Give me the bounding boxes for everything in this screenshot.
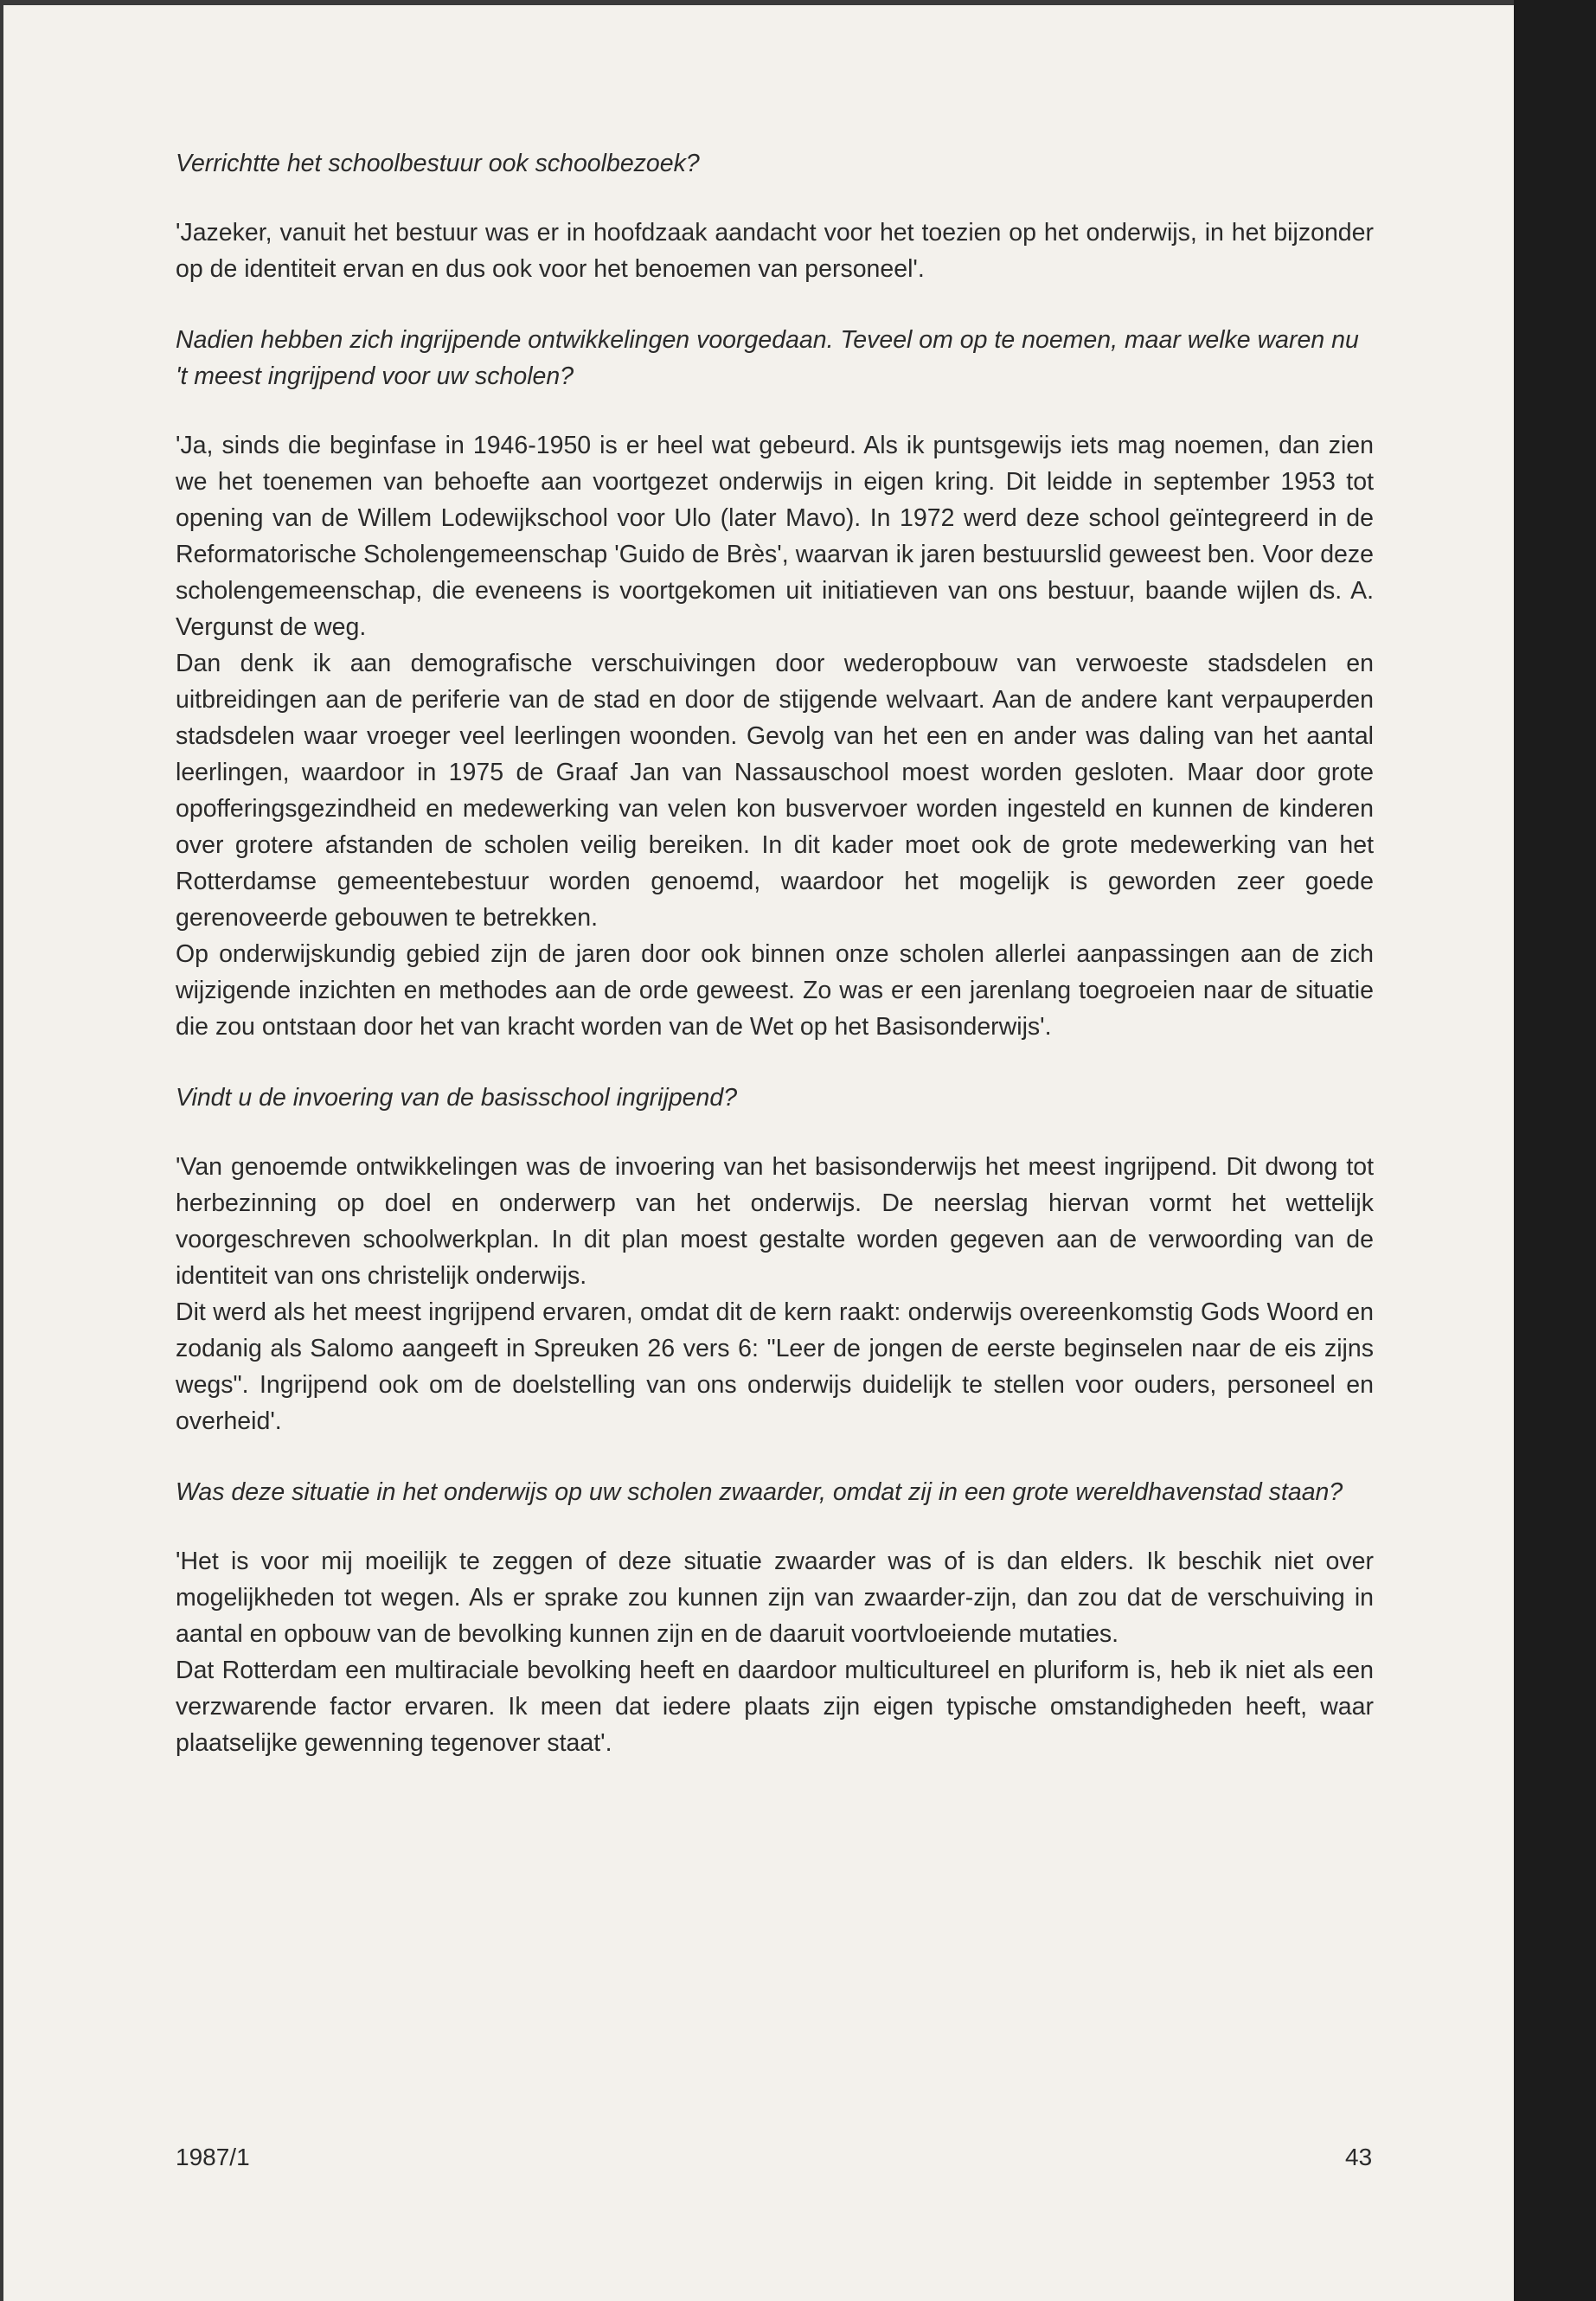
interview-answer bbox=[176, 1543, 1374, 1796]
scan-border-top bbox=[0, 0, 1514, 5]
scan-border-right bbox=[1514, 0, 1596, 2301]
scan-border-left bbox=[0, 0, 3, 2301]
issue-number: 1987/1 bbox=[176, 2144, 250, 2170]
answer-paragraph: 'Ja, sinds die beginfase in 1946-1950 is er heel wat gebeurd. Als ik puntsgewijs iets mag noemen, dan zien we het toenemen van behoefte aan voortgezet onderwijs in eigen kring. Dit leidde in september 1953 tot opening van de Willem Lodewijkschool voor Ulo (later Mavo). In 1972 werd deze school geïntegreerd in de Reformatorische Scholengemeenschap 'Guido de Brès', waarvan ik jaren bestuurslid geweest ben. Voor deze scholengemeenschap, die eveneens is voortgekomen uit initiatieven van ons bestuur, baande wijlen ds. A. Vergunst de weg. bbox=[176, 432, 1374, 641]
answer-paragraph: Dan denk ik aan demografische verschuivingen door wederopbouw van verwoeste stadsdelen en uitbreidingen aan de periferie van de stad en door de stijgende welvaart. Aan de andere kant verpauperden stadsdelen waar vroeger veel leerlingen woonden. Gevolg van het een en ander was daling van het aantal leerlingen, waardoor in 1975 de Graaf Jan van Nassauschool moest worden gesloten. Maar door grote opofferingsgezindheid en medewerking van velen kon busvervoer worden ingesteld en kunnen de kinderen over grotere afstanden de scholen veilig bereiken. In dit kader moet ook de grote medewerking van het Rotterdamse gemeentebestuur worden genoemd, waardoor het mogelijk is geworden zeer goede gerenoveerde gebouwen te betrekken. bbox=[176, 650, 1374, 932]
answer-paragraph: Dat Rotterdam een multiraciale bevolking heeft en daardoor multicultureel en pluriform is, heb ik niet als een verzwarende factor ervaren. Ik meen dat iedere plaats zijn eigen typische omstandigheden heeft, waar plaatselijke gewenning tegenover staat'. bbox=[176, 1657, 1374, 1757]
answer-paragraph: Op onderwijskundig gebied zijn de jaren door ook binnen onze scholen allerlei aanpassingen aan de zich wijzigende inzichten en methodes aan de orde geweest. Zo was er een jarenlang toegroeien naar de situatie die zou ontstaan door het van kracht worden van de Wet op het Basisonderwijs'. bbox=[176, 940, 1374, 1041]
interview-question: Nadien hebben zich ingrijpende ontwikkelingen voorgedaan. Teveel om op te noemen, maar welke waren nu 't meest ingrijpend voor uw scholen? bbox=[176, 326, 1359, 390]
answer-paragraph: Dit werd als het meest ingrijpend ervaren, omdat dit de kern raakt: onderwijs overeenkomstig Gods Woord en zodanig als Salomo aangeeft in Spreuken 26 vers 6: "Leer de jongen de eerste beginselen naar de eis zijns wegs". Ingrijpend ook om de doelstelling van ons onderwijs duidelijk te stellen voor ouders, personeel en overheid'. bbox=[176, 1298, 1374, 1435]
page-number: 43 bbox=[1345, 2144, 1373, 2170]
answer-paragraph: 'Van genoemde ontwikkelingen was de invoering van het basisonderwijs het meest ingrijpend. Dit dwong tot herbezinning op doel en onderwerp van het onderwijs. De neerslag hiervan vormt het wettelijk voorgeschreven schoolwerkplan. In dit plan moest gestalte worden gegeven aan de verwoording van de identiteit van ons christelijk onderwijs. bbox=[176, 1153, 1374, 1290]
article-body bbox=[176, 145, 1374, 1796]
interview-question: Vindt u de invoering van de basisschool ingrijpend? bbox=[176, 1084, 738, 1112]
interview-question: Verrichtte het schoolbestuur ook schoolbezoek? bbox=[176, 150, 700, 177]
interview-answer bbox=[176, 427, 1374, 1080]
answer-paragraph: 'Het is voor mij moeilijk te zeggen of deze situatie zwaarder was of is dan elders. Ik beschik niet over mogelijkheden tot wegen. Als er sprake zou kunnen zijn van zwaarder-zijn, dan zou dat de verschuiving in aantal en opbouw van de bevolking kunnen zijn en de daaruit voortvloeiende mutaties. bbox=[176, 1548, 1374, 1648]
answer-paragraph: 'Jazeker, vanuit het bestuur was er in hoofdzaak aandacht voor het toezien op het onderwijs, in het bijzonder op de identiteit ervan en dus ook voor het benoemen van personeel'. bbox=[176, 219, 1374, 283]
interview-answer bbox=[176, 215, 1374, 322]
interview-answer bbox=[176, 1149, 1374, 1474]
interview-question: Was deze situatie in het onderwijs op uw scholen zwaarder, omdat zij in een grote wereldhavenstad staan? bbox=[176, 1478, 1343, 1506]
